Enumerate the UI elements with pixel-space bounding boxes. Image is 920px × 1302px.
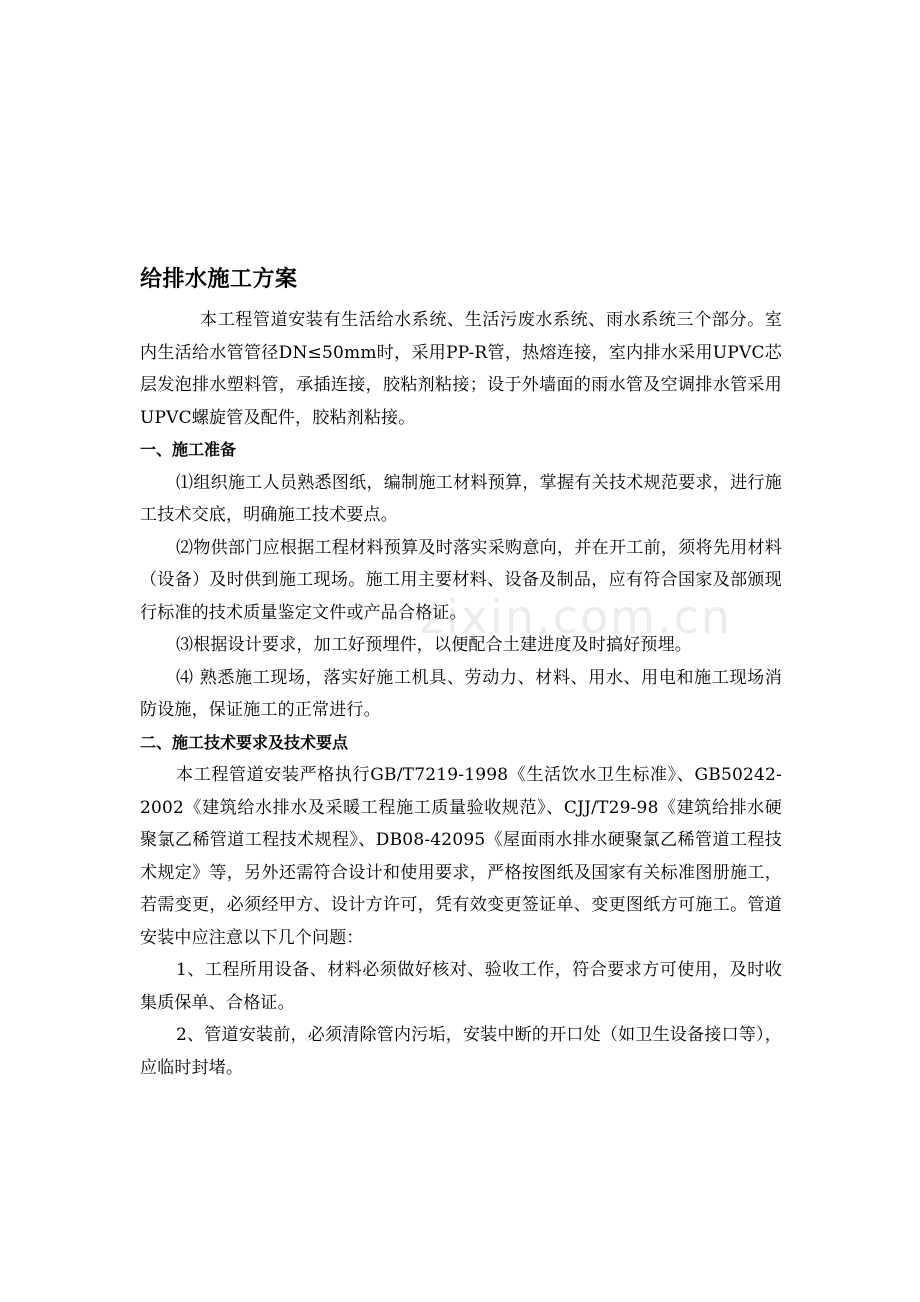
section-heading-preparation: 一、施工准备 [140,440,237,459]
watermark: zixin.com.cn [420,590,733,644]
section-heading-technical: 二、施工技术要求及技术要点 [140,732,349,752]
preparation-item-1: ⑴组织施工人员熟悉图纸，编制施工材料预算，掌握有关技术规范要求，进行施工技术交底，明确施工技术要点。 [140,472,782,525]
document-title: 给排水施工方案 [140,267,298,292]
preparation-item-2: ⑵物供部门应根据工程材料预算及时落实采购意向，并在开工前，须将先用材料（设备）及时供到施工现场。施工用主要材料、设备及制品，应有符合国家及部颁现行标准的技术质量鉴定文件或产品合格证。 [140,537,782,623]
preparation-item-3: ⑶根据设计要求，加工好预埋件，以便配合土建进度及时搞好预埋。 [176,635,692,655]
technical-item-2: 2、管道安装前，必须清除管内污垢，安装中断的开口处（如卫生设备接口等），应临时封堵。 [140,1025,782,1078]
technical-intro-paragraph: 本工程管道安装严格执行GB/T7219-1998《生活饮水卫生标准》、GB50242-2002《建筑给水排水及采暖工程施工质量验收规范》、CJJ/T29-98《建筑给排水硬聚氯乙稀管道工程技术规程》、DB08-42095《屋面雨水排水硬聚氯乙稀管道工程技术规定》等，另外还需符合设计和使用要求，严格按图纸及国家有关标准图册施工，若需变更，必须经甲方、设计方许可，凭有效变更签证单、变更图纸方可施工。管道安装中应注意以下几个问题： [140,765,782,948]
intro-paragraph: 本工程管道安装有生活给水系统、生活污废水系统、雨水系统三个部分。室内生活给水管管径DN≤50mm时，采用PP-R管，热熔连接，室内排水采用UPVC芯层发泡排水塑料管，承插连接，胶粘剂粘接；设于外墙面的雨水管及空调排水管采用UPVC螺旋管及配件，胶粘剂粘接。 [140,310,782,428]
technical-item-1: 1、工程所用设备、材料必须做好核对、验收工作，符合要求方可使用，及时收集质保单、合格证。 [140,960,782,1013]
document-body [140,262,782,1084]
preparation-item-4: ⑷ 熟悉施工现场，落实好施工机具、劳动力、材料、用水、用电和施工现场消防设施，保证施工的正常进行。 [140,667,782,720]
